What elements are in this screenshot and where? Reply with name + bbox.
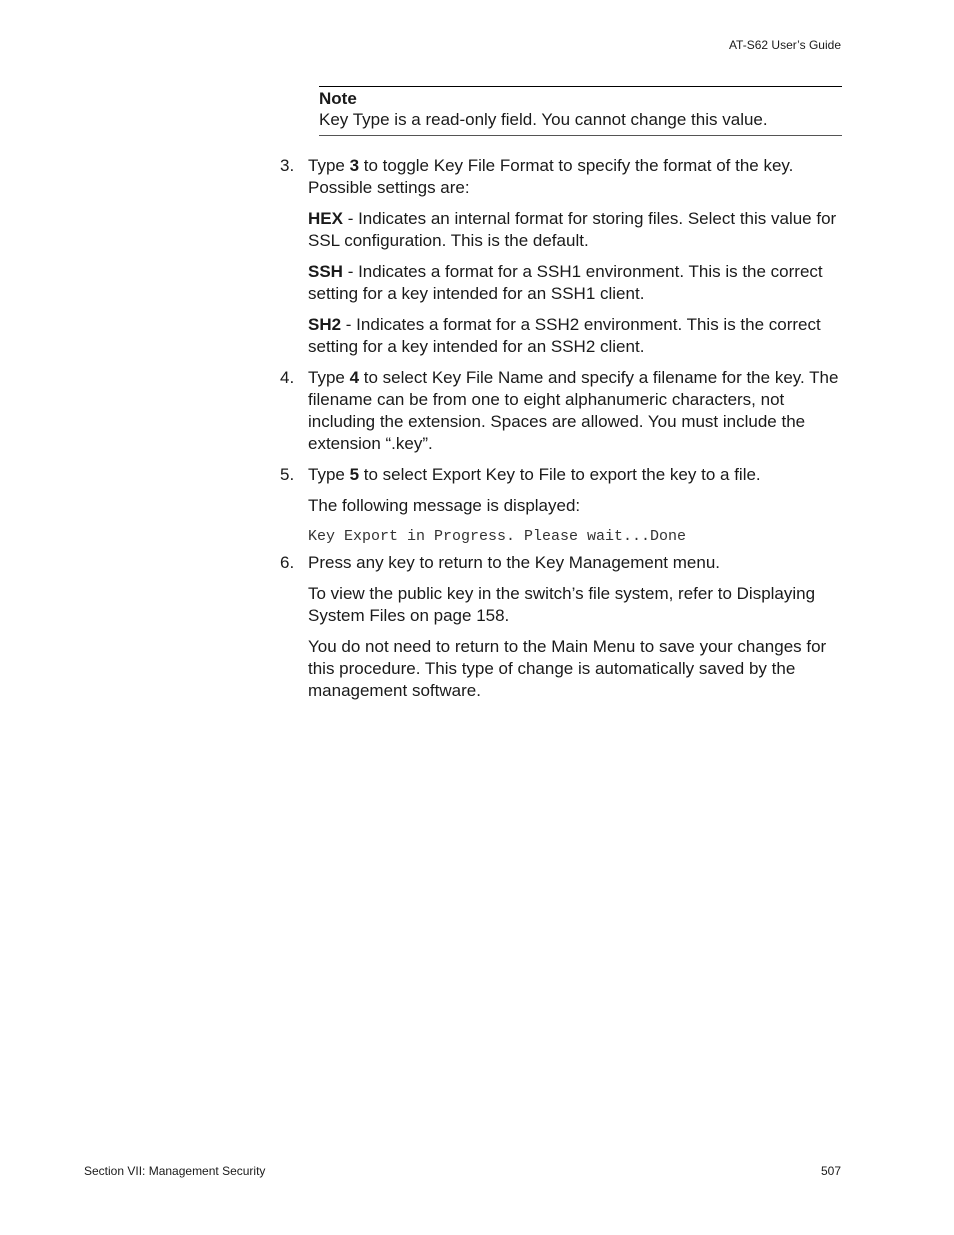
hex-option: HEX - Indicates an internal format for storing files. Select this value for SSL configuration. This is the default. (308, 209, 837, 250)
step-number: 6. (280, 553, 295, 572)
footer-section: Section VII: Management Security (84, 1164, 266, 1178)
note-box (319, 86, 842, 136)
step-text: Type 5 to select Export Key to File to export the key to a file. (308, 465, 761, 484)
step-number: 3. (280, 156, 295, 175)
procedure-body (280, 155, 842, 711)
sh2-option: SH2 - Indicates a format for a SSH2 environment. This is the correct setting for a key intended for an SSH2 client. (308, 315, 821, 356)
step-number: 5. (280, 465, 295, 484)
running-header: AT-S62 User’s Guide (728, 38, 841, 52)
cross-reference-paragraph: To view the public key in the switch’s file system, refer to Displaying System Files on page 158. (308, 584, 816, 625)
step-text: Type 3 to toggle Key File Format to specify the format of the key. Possible settings are: (308, 156, 794, 197)
ssh-option: SSH - Indicates a format for a SSH1 environment. This is the correct setting for a key intended for an SSH1 client. (308, 262, 823, 303)
step-number: 4. (280, 368, 295, 387)
step-3 (280, 155, 842, 199)
note-text: Key Type is a read-only field. You cannot change this value. (319, 110, 768, 129)
step-text: Type 4 to select Key File Name and specify a filename for the key. The filename can be from one to eight alphanumeric characters, not including the extension. Spaces are allowed. You must include the extension “.key”. (308, 368, 839, 453)
step-5 (280, 464, 842, 486)
note-title: Note (319, 89, 357, 108)
step-text: Press any key to return to the Key Management menu. (308, 553, 720, 572)
message-intro: The following message is displayed: (308, 496, 581, 515)
step-6 (280, 552, 842, 574)
page-number: 507 (820, 1164, 841, 1178)
step-4 (280, 367, 842, 455)
save-info-paragraph: You do not need to return to the Main Menu to save your changes for this procedure. This type of change is automatically saved by the management software. (308, 637, 827, 700)
console-message: Key Export in Progress. Please wait...Done (308, 528, 687, 545)
